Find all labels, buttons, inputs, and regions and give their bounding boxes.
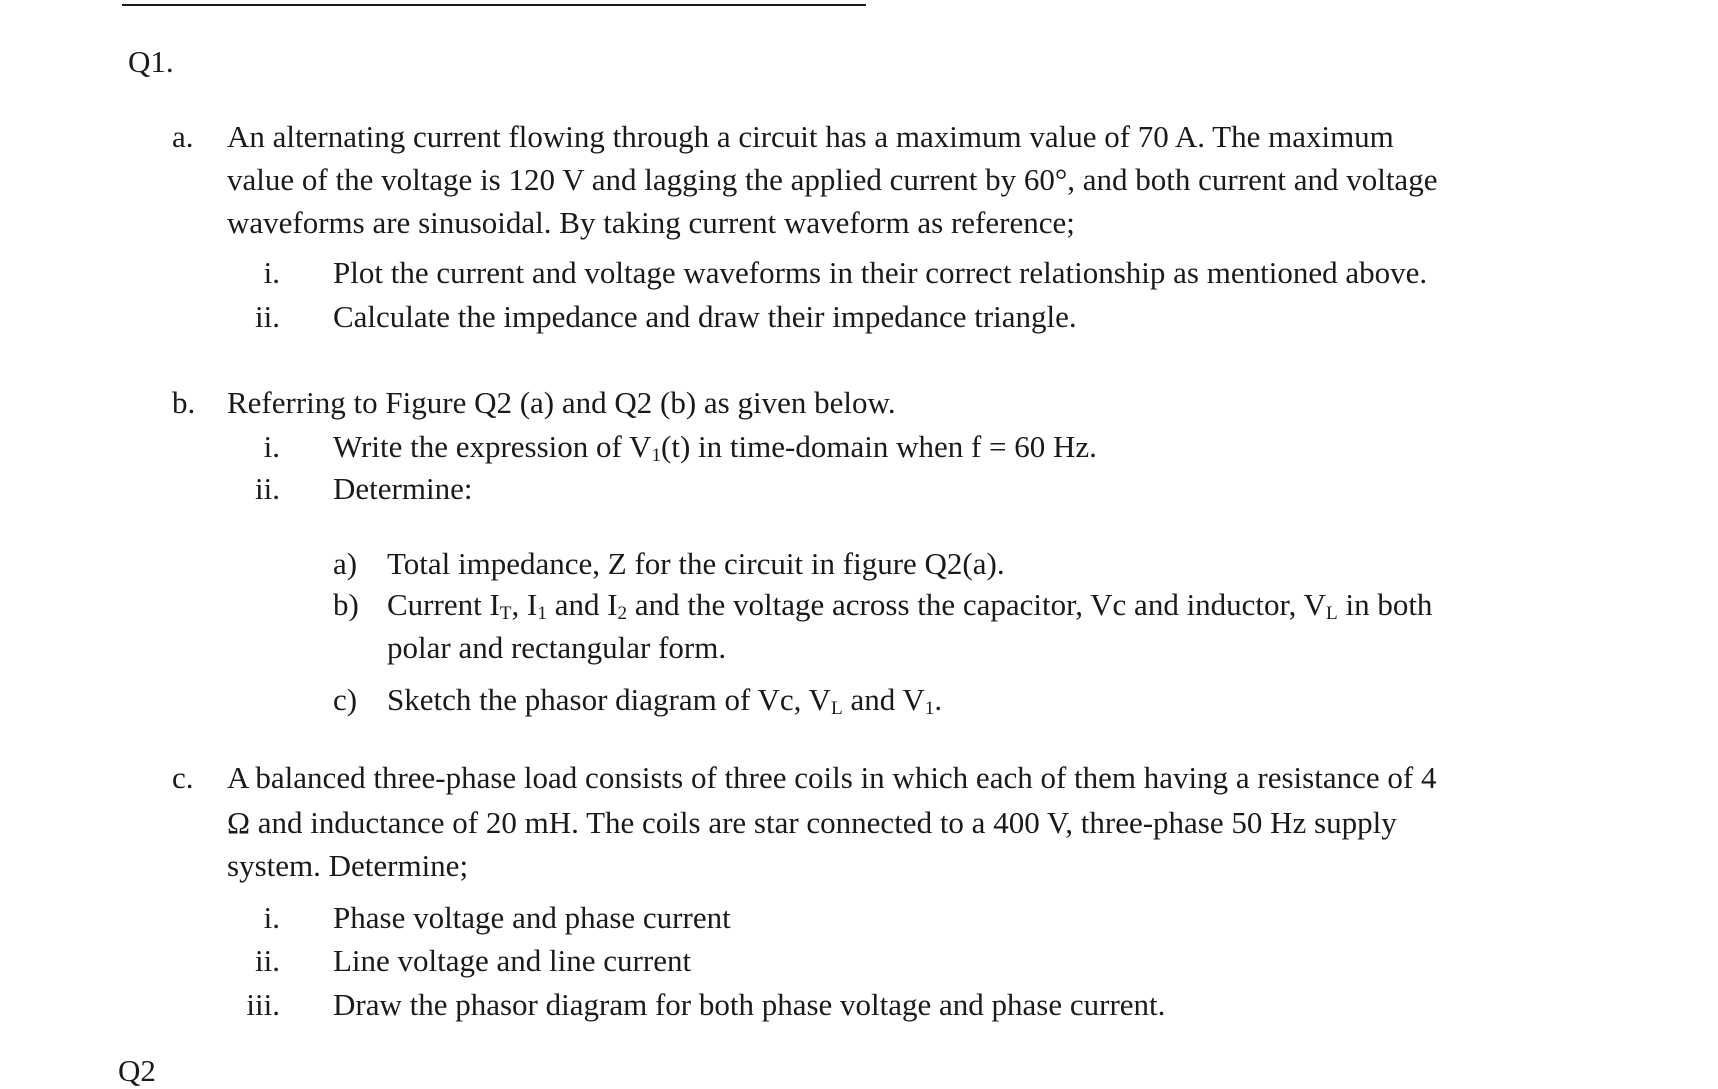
sub-a-label: a) bbox=[333, 546, 358, 581]
part-b-label: b. bbox=[172, 385, 196, 420]
part-a-line-1: An alternating current flowing through a circuit has a maximum value of 70 A. The maximum bbox=[227, 119, 1394, 154]
part-c-item-iii-text: Draw the phasor diagram for both phase voltage and phase current. bbox=[333, 987, 1166, 1022]
sub-c-text: Sketch the phasor diagram of Vc, $V_L$ and $V_1$. bbox=[387, 682, 943, 720]
part-a-item-i-text: Plot the current and voltage waveforms in their correct relationship as mentioned above. bbox=[333, 255, 1428, 290]
sub-b-line-2: polar and rectangular form. bbox=[387, 630, 727, 665]
question-number: Q1. bbox=[128, 44, 174, 79]
part-b-item-ii-label: ii. bbox=[255, 471, 280, 506]
part-b-item-i-label: i. bbox=[263, 429, 280, 464]
part-b-intro: Referring to Figure Q2 (a) and Q2 (b) as given below. bbox=[227, 385, 896, 420]
part-c-item-ii-label: ii. bbox=[255, 943, 280, 978]
sub-a-text: Total impedance, Z for the circuit in figure Q2(a). bbox=[387, 546, 1005, 581]
part-c-item-i-text: Phase voltage and phase current bbox=[333, 900, 731, 935]
part-a-item-ii-text: Calculate the impedance and draw their impedance triangle. bbox=[333, 299, 1077, 334]
part-c-line-1: A balanced three-phase load consists of three coils in which each of them having a resistance of 4 bbox=[227, 760, 1437, 795]
part-c-item-iii-label: iii. bbox=[246, 987, 280, 1022]
part-b-item-ii-text: Determine: bbox=[333, 471, 473, 506]
part-c-item-ii-text: Line voltage and line current bbox=[333, 943, 692, 978]
part-c-line-3: system. Determine; bbox=[227, 848, 469, 883]
part-a-line-3: waveforms are sinusoidal. By taking current waveform as reference; bbox=[227, 205, 1075, 240]
part-c-line-2: Ω and inductance of 20 mH. The coils are star connected to a 400 V, three-phase 50 Hz supply bbox=[227, 805, 1397, 840]
part-c-item-i-label: i. bbox=[263, 900, 280, 935]
sub-c-label: c) bbox=[333, 682, 358, 717]
part-a-label: a. bbox=[172, 119, 194, 154]
part-c-label: c. bbox=[172, 760, 194, 795]
next-question-number: Q2 bbox=[118, 1053, 156, 1088]
top-rule bbox=[122, 4, 866, 6]
part-a-line-2: value of the voltage is 120 V and lagging the applied current by 60°, and both current and voltage bbox=[227, 162, 1438, 197]
sub-b-line-1: Current $I_T$, $I_1$ and $I_2$ and the voltage across the capacitor, Vc and inductor, $V_L$ in both bbox=[387, 587, 1433, 625]
sub-b-label: b) bbox=[333, 587, 359, 622]
part-a-item-ii-label: ii. bbox=[255, 299, 280, 334]
part-b-item-i-text: Write the expression of $V_1(t)$ in time-domain when f = 60 Hz. bbox=[333, 429, 1097, 467]
part-a-item-i-label: i. bbox=[263, 255, 280, 290]
